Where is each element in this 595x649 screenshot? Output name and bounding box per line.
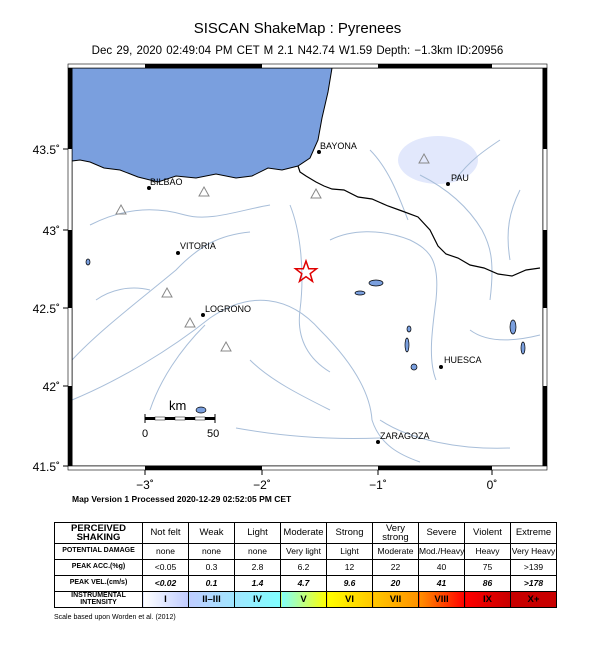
y-tick-label: 42˚	[42, 380, 60, 394]
row-header-damage: POTENTIAL DAMAGE	[55, 544, 143, 560]
intensity-legend-table	[54, 522, 557, 608]
sea-area	[72, 68, 332, 182]
shaking-cell: Strong	[327, 523, 373, 544]
shaking-cell: Light	[235, 523, 281, 544]
legend-row-vel	[55, 576, 557, 592]
vel-cell: 9.6	[327, 576, 373, 592]
acc-cell: 2.8	[235, 560, 281, 576]
city-pau: PAU	[451, 173, 469, 183]
acc-cell: <0.05	[143, 560, 189, 576]
x-tick-label: −3˚	[136, 478, 154, 492]
vel-cell: 4.7	[281, 576, 327, 592]
vel-cell: >178	[511, 576, 557, 592]
acc-cell: 0.3	[189, 560, 235, 576]
row-header-acc: PEAK ACC.(%g)	[55, 560, 143, 576]
shaking-cell: Violent	[465, 523, 511, 544]
damage-cell: Very light	[281, 544, 327, 560]
city-bayona: BAYONA	[320, 141, 357, 151]
vel-cell: 20	[373, 576, 419, 592]
scale-bar-end: 50	[207, 428, 220, 440]
y-tick-label: 41.5˚	[32, 460, 60, 474]
damage-cell: Moderate	[373, 544, 419, 560]
vel-cell: 86	[465, 576, 511, 592]
scale-bar-unit: km	[169, 398, 187, 413]
x-tick-label: −1˚	[369, 478, 387, 492]
intensity-cell: X+	[511, 592, 557, 608]
acc-cell: 40	[419, 560, 465, 576]
damage-cell: Heavy	[465, 544, 511, 560]
intensity-cell: VI	[327, 592, 373, 608]
vel-cell: 0.1	[189, 576, 235, 592]
row-header-shaking: PERCEIVED SHAKING	[55, 523, 143, 544]
x-axis	[136, 470, 497, 492]
acc-cell: 6.2	[281, 560, 327, 576]
processed-info: Map Version 1 Processed 2020-12-29 02:52:05 PM CET	[72, 494, 292, 504]
map-title: SISCAN ShakeMap : Pyrenees	[193, 20, 402, 37]
shaking-cell: Not felt	[143, 523, 189, 544]
scale-note: Scale based upon Worden et al. (2012)	[54, 614, 176, 621]
city-bilbao: BILBAO	[150, 177, 183, 187]
y-tick-label: 42.5˚	[32, 302, 60, 316]
city-logrono: LOGRONO	[205, 304, 252, 314]
shaking-cell: Weak	[189, 523, 235, 544]
acc-cell: >139	[511, 560, 557, 576]
intensity-cell: II–III	[189, 592, 235, 608]
intensity-cell: VIII	[419, 592, 465, 608]
intensity-cell: I	[143, 592, 189, 608]
legend-row-damage	[55, 544, 557, 560]
row-header-intensity: INSTRUMENTAL INTENSITY	[55, 592, 143, 608]
x-tick-label: 0˚	[486, 478, 498, 492]
intensity-cell: IX	[465, 592, 511, 608]
city-dot-icon	[176, 251, 180, 255]
row-header-vel: PEAK VEL.(cm/s)	[55, 576, 143, 592]
damage-cell: Light	[327, 544, 373, 560]
shaking-cell: Moderate	[281, 523, 327, 544]
city-huesca: HUESCA	[444, 355, 482, 365]
city-dot-icon	[446, 182, 450, 186]
y-tick-label: 43.5˚	[32, 143, 60, 157]
legend-row-intensity	[55, 592, 557, 608]
legend-row-acc	[55, 560, 557, 576]
acc-cell: 12	[327, 560, 373, 576]
y-axis	[33, 143, 68, 474]
damage-cell: Very Heavy	[511, 544, 557, 560]
scale-bar-start: 0	[142, 428, 149, 440]
damage-cell: Mod./Heavy	[419, 544, 465, 560]
acc-cell: 75	[465, 560, 511, 576]
acc-cell: 22	[373, 560, 419, 576]
shaking-cell: Severe	[419, 523, 465, 544]
damage-cell: none	[143, 544, 189, 560]
event-info: Dec 29, 2020 02:49:04 PM CET M 2.1 N42.74 W1.59 Depth: −1.3km ID:20956	[91, 45, 504, 57]
intensity-cell: VII	[373, 592, 419, 608]
city-dot-icon	[439, 365, 443, 369]
y-tick-label: 43˚	[42, 224, 60, 238]
city-zaragoza: ZARAGOZA	[380, 431, 430, 441]
damage-cell: none	[235, 544, 281, 560]
vel-cell: 1.4	[235, 576, 281, 592]
vel-cell: 41	[419, 576, 465, 592]
legend-row-shaking	[55, 523, 557, 544]
x-tick-label: −2˚	[253, 478, 271, 492]
damage-cell: none	[189, 544, 235, 560]
vel-cell: <0.02	[143, 576, 189, 592]
intensity-cell: IV	[235, 592, 281, 608]
shaking-cell: Extreme	[511, 523, 557, 544]
intensity-cell: V	[281, 592, 327, 608]
shaking-cell: Very strong	[373, 523, 419, 544]
city-vitoria: VITORIA	[180, 241, 216, 251]
